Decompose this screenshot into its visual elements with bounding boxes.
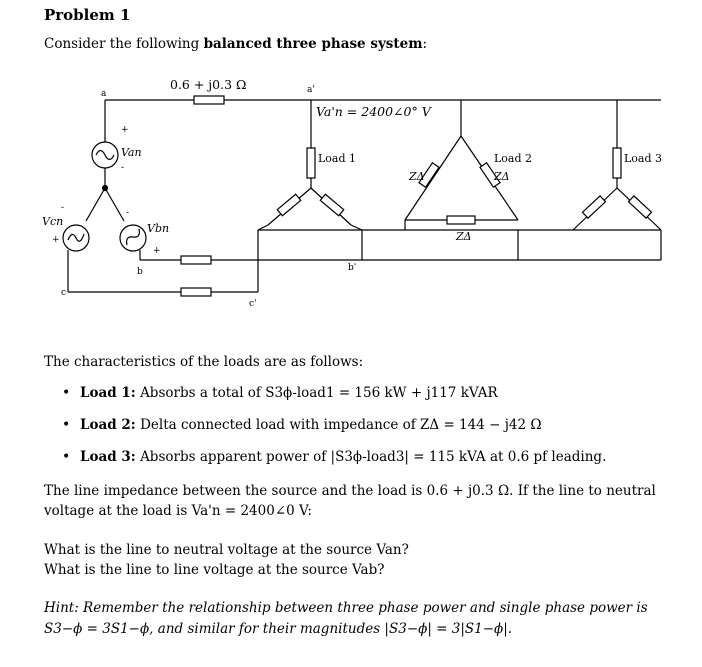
line-impedance-a [194, 96, 224, 104]
line-impedance-paragraph: The line impedance between the source and the load is 0.6 + j0.3 Ω. If the line to neutral voltage at the load is Va'n = 2400∠0 V: [44, 483, 656, 519]
load1-text: Absorbs a total of S3ϕ-load1 = 156 kW + j117 kVAR [140, 385, 498, 401]
vbn-label: Vbn [147, 222, 170, 235]
node-b-prime-label: b' [348, 263, 357, 273]
load3-name: Load 3: [80, 449, 136, 465]
list-item [58, 416, 606, 448]
intro-prefix: Consider the following [44, 36, 200, 52]
load2-impedance-bottom [447, 216, 475, 224]
line-impedance-c [181, 288, 211, 296]
load1-name: Load 1: [80, 385, 136, 401]
load3-text: Absorbs apparent power of |S3ϕ-load3| = 115 kVA at 0.6 pf leading. [140, 449, 607, 465]
list-item [58, 448, 606, 480]
intro-bold: balanced three phase system [203, 36, 423, 52]
loads-intro: The characteristics of the loads are as follows: [44, 354, 364, 370]
line-impedance-label: 0.6 + j0.3 Ω [170, 77, 247, 92]
z-delta-left: ZΔ [409, 170, 425, 183]
van-plus: + [121, 125, 129, 135]
load2-text: Delta connected load with impedance of ZΔ = 144 − j42 Ω [140, 417, 542, 433]
node-c-label: c [61, 288, 67, 298]
vcn-minus: - [61, 203, 65, 213]
load3-impedance-c [582, 196, 605, 218]
loads-list [58, 384, 606, 480]
z-delta-bottom: ZΔ [456, 230, 472, 243]
questions [44, 540, 409, 580]
node-c-prime-label: c' [249, 299, 257, 309]
load1-impedance-b [320, 194, 344, 216]
hint: Hint: Remember the relationship between three phase power and single phase power is S3−ϕ = 3S1−ϕ, and similar for their magnitudes |S3−ϕ| = 3|S1−ϕ|. [44, 600, 648, 637]
line-impedance-b [181, 256, 211, 264]
question-2: What is the line to line voltage at the source Vab? [44, 562, 385, 578]
load3-impedance-b [628, 196, 651, 218]
problem-title: Problem 1 [44, 6, 131, 24]
voltage-label: Va'n = 2400∠0° V [316, 104, 431, 119]
z-delta-right: ZΔ [494, 170, 510, 183]
node-b-label: b [137, 267, 143, 277]
load1-label: Load 1 [318, 152, 357, 165]
vcn-plus: + [52, 235, 60, 245]
problem-intro [44, 36, 427, 52]
van-minus: - [121, 163, 125, 173]
load2-name: Load 2: [80, 417, 136, 433]
source-vbn [120, 225, 146, 251]
intro-suffix: : [422, 36, 428, 52]
load1-impedance-c [277, 194, 301, 216]
list-item [58, 384, 606, 416]
circuit-diagram [0, 70, 702, 320]
vbn-plus: + [153, 246, 161, 256]
load1-impedance-a [307, 148, 315, 178]
van-label: Van [121, 146, 142, 159]
vcn-label: Vcn [42, 215, 64, 228]
vbn-minus: - [126, 208, 130, 218]
load2-label: Load 2 [494, 152, 533, 165]
node-a-prime-label: a' [307, 85, 315, 95]
question-1: What is the line to neutral voltage at the source Van? [44, 542, 409, 558]
node-a-label: a [101, 89, 107, 99]
load3-label: Load 3 [624, 152, 663, 165]
load3-impedance-a [613, 148, 621, 178]
